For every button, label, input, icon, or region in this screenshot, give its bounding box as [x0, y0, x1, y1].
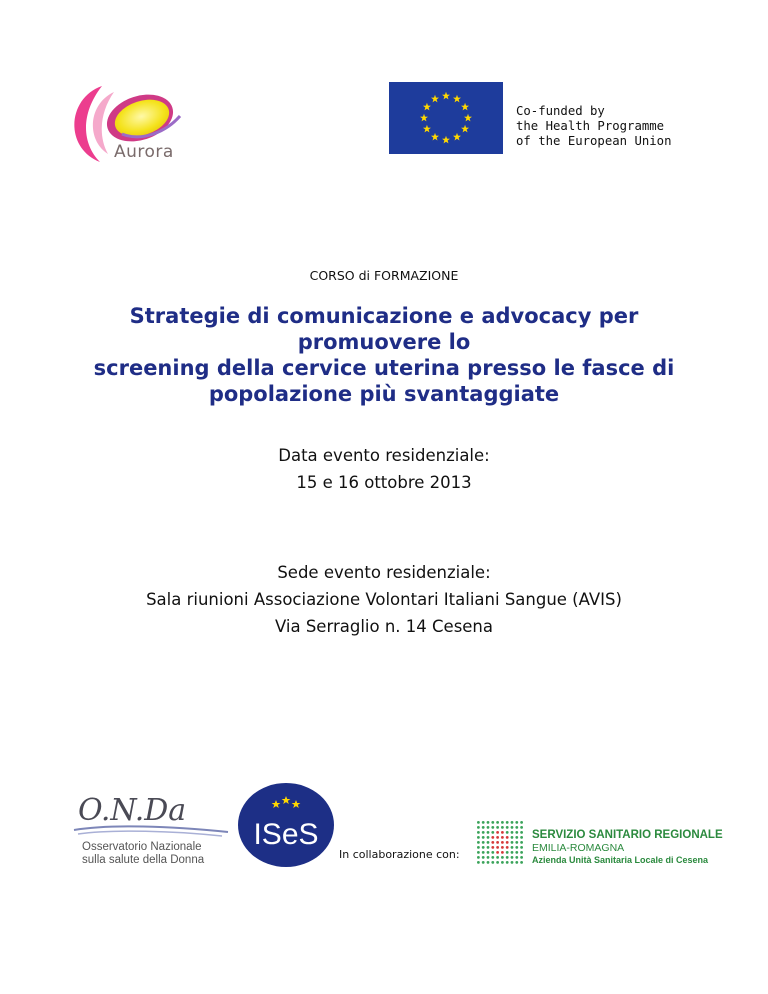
ssr-dot: [496, 846, 499, 849]
title-line: Strategie di comunicazione e advocacy per promuovere lo: [129, 304, 639, 354]
eu-text-line: the Health Programme: [516, 119, 665, 133]
venue-block: [0, 559, 768, 640]
ssr-dot: [496, 856, 499, 859]
ssr-dot: [520, 826, 523, 829]
ssr-dot: [506, 841, 509, 844]
ssr-dot: [520, 846, 523, 849]
ssr-dot: [515, 861, 518, 864]
ssr-dot: [511, 836, 514, 839]
ssr-dot: [515, 821, 518, 824]
ssr-dot: [515, 851, 518, 854]
ssr-dot: [515, 831, 518, 834]
eu-cofunded-text: [516, 104, 671, 149]
ssr-dot: [511, 861, 514, 864]
ssr-dot: [482, 856, 485, 859]
ssr-dot: [506, 826, 509, 829]
ssr-dot: [501, 856, 504, 859]
ssr-dot: [496, 836, 499, 839]
ssr-dot: [511, 856, 514, 859]
ssr-line: Azienda Unità Sanitaria Locale di Cesena: [532, 855, 709, 865]
ssr-dot: [520, 856, 523, 859]
ssr-dot: [491, 851, 494, 854]
ssr-dot: [491, 836, 494, 839]
ssr-dot: [501, 851, 504, 854]
ssr-dot: [487, 826, 490, 829]
ssr-dot: [477, 841, 480, 844]
ssr-dot: [482, 851, 485, 854]
date-block: [0, 442, 768, 496]
main-title: [60, 303, 708, 407]
ssr-dot: [520, 821, 523, 824]
title-line: popolazione più svantaggiate: [208, 382, 560, 406]
course-label: CORSO di FORMAZIONE: [309, 268, 459, 283]
ssr-dot: [491, 826, 494, 829]
ssr-dot: [487, 851, 490, 854]
ssr-dot: [515, 846, 518, 849]
ssr-dot: [506, 851, 509, 854]
ssr-dot: [511, 826, 514, 829]
eu-text-line: of the European Union: [516, 134, 672, 148]
ssr-dot: [477, 821, 480, 824]
ssr-logo-text: [532, 829, 723, 866]
ssr-dot: [496, 831, 499, 834]
ssr-dot: [482, 861, 485, 864]
ssr-dot: [477, 826, 480, 829]
onda-logo: [70, 780, 232, 866]
ssr-dot: [482, 826, 485, 829]
ssr-dot: [477, 831, 480, 834]
ssr-dot: [520, 851, 523, 854]
onda-text-line: sulla salute della Donna: [82, 854, 205, 866]
ssr-dot: [506, 861, 509, 864]
ssr-dot: [501, 826, 504, 829]
ssr-dot: [477, 861, 480, 864]
ssr-dot: [487, 831, 490, 834]
ssr-dot: [477, 856, 480, 859]
onda-text-line: Osservatorio Nazionale: [82, 841, 202, 853]
ssr-dot: [511, 841, 514, 844]
date-value: 15 e 16 ottobre 2013: [296, 473, 472, 492]
ssr-dot: [506, 831, 509, 834]
ssr-dot: [515, 841, 518, 844]
ssr-dot: [496, 826, 499, 829]
ssr-dot: [491, 841, 494, 844]
ssr-dot: [520, 861, 523, 864]
ssr-dot: [515, 836, 518, 839]
ssr-dot: [477, 836, 480, 839]
ssr-dot: [501, 821, 504, 824]
ssr-dot: [491, 861, 494, 864]
ssr-dot: [491, 821, 494, 824]
ssr-dot: [506, 821, 509, 824]
ssr-dot: [477, 846, 480, 849]
ssr-dot: [501, 836, 504, 839]
ises-mark: ISeS: [253, 818, 319, 851]
venue-label: Sede evento residenziale:: [277, 563, 491, 582]
title-line: screening della cervice uterina presso le fasce di: [93, 356, 675, 380]
ssr-dot: [477, 851, 480, 854]
ssr-line: EMILIA-ROMAGNA: [532, 842, 625, 854]
ssr-dot: [496, 861, 499, 864]
eu-text-line: Co-funded by: [516, 104, 605, 118]
ssr-dots-logo: [476, 820, 524, 866]
ssr-dot: [515, 826, 518, 829]
ssr-dot: [491, 856, 494, 859]
ssr-dot: [487, 846, 490, 849]
ssr-dot: [496, 821, 499, 824]
eu-flag-logo: [389, 82, 503, 154]
ssr-dot: [501, 846, 504, 849]
ssr-dot: [487, 836, 490, 839]
ssr-dot: [511, 821, 514, 824]
ssr-line: SERVIZIO SANITARIO REGIONALE: [532, 829, 723, 841]
ssr-dot: [506, 856, 509, 859]
ssr-dot: [511, 851, 514, 854]
ssr-dot: [501, 831, 504, 834]
venue-address: Via Serraglio n. 14 Cesena: [274, 617, 494, 636]
aurora-logo-text: Aurora: [114, 142, 174, 162]
ssr-dot: [487, 821, 490, 824]
ssr-dot: [482, 831, 485, 834]
ises-logo: [236, 782, 336, 868]
collaboration-label: In collaborazione con:: [339, 848, 460, 861]
ssr-dot: [520, 836, 523, 839]
ssr-dot: [520, 841, 523, 844]
ssr-dot: [511, 846, 514, 849]
onda-mark: O.N.Da: [78, 793, 187, 828]
ssr-dot: [487, 841, 490, 844]
ssr-dot: [491, 831, 494, 834]
ssr-dot: [491, 846, 494, 849]
ssr-dot: [482, 841, 485, 844]
ssr-dot: [482, 846, 485, 849]
ssr-dot: [511, 831, 514, 834]
ssr-dot: [506, 846, 509, 849]
ssr-dot: [496, 841, 499, 844]
ssr-dot: [487, 861, 490, 864]
ssr-dot: [487, 856, 490, 859]
ssr-dot: [482, 821, 485, 824]
ssr-dot: [501, 861, 504, 864]
ssr-dot: [482, 836, 485, 839]
ssr-dot: [496, 851, 499, 854]
ssr-dot: [506, 836, 509, 839]
ssr-dot: [515, 856, 518, 859]
ssr-dot: [520, 831, 523, 834]
date-label: Data evento residenziale:: [278, 446, 490, 465]
ssr-dot: [501, 841, 504, 844]
venue-name: Sala riunioni Associazione Volontari Italiani Sangue (AVIS): [146, 590, 622, 609]
